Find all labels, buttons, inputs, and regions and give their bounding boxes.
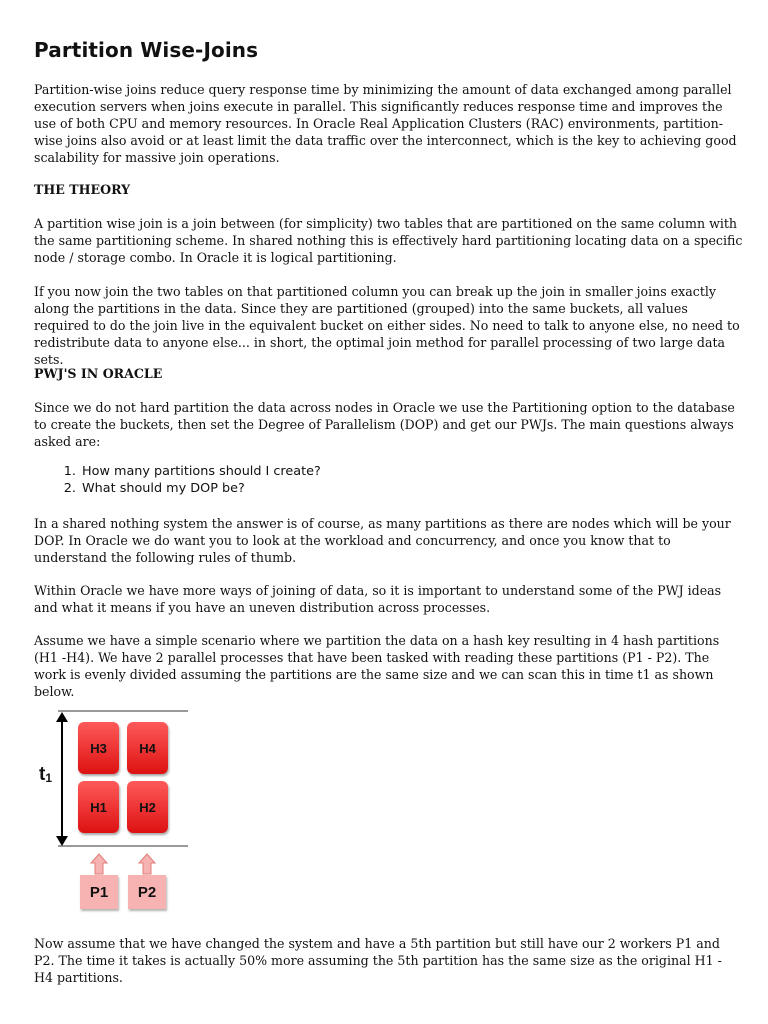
questions-list — [34, 464, 321, 497]
page-title: Partition Wise-Joins — [34, 38, 259, 62]
list-item: 1. How many partitions should I create? — [80, 464, 321, 481]
process-box-p2: P2 — [128, 875, 166, 909]
up-arrow-icon — [90, 853, 108, 875]
time-arrow-icon — [54, 712, 70, 846]
pwj-paragraph-3: Within Oracle we have more ways of joining of data, so it is important to understand some of the PWJ ideas and what it means if you have an uneven distribution across processes. — [34, 583, 722, 615]
section-heading-theory: THE THEORY — [34, 182, 131, 197]
partition-diagram — [30, 706, 190, 918]
time-label: $t_1$ — [39, 764, 53, 785]
top-divider — [58, 710, 188, 712]
pwj-paragraph-2: In a shared nothing system the answer is of course, as many partitions as there are nodes which will be your DOP. In Oracle we do want you to look at the workload and concurrency, and once you know that to understand the following rules of thumb. — [34, 516, 731, 565]
partition-box-h1: H1 — [78, 781, 119, 833]
theory-paragraph-2: If you now join the two tables on that partitioned column you can break up the join in smaller joins exactly along the partitions in the data. Since they are partitioned (grouped) into the same buckets, all values required to do the join live in the equivalent bucket on either sides. No need to talk to anyone else, no need to redistribute data to anyone else... in short, the optimal join method for parallel processing of two large data sets. — [34, 284, 740, 367]
intro-paragraph: Partition-wise joins reduce query response time by minimizing the amount of data exchanged among parallel execution servers when joins execute in parallel. This significantly reduces response time and improves the use of both CPU and memory resources. In Oracle Real Application Clusters (RAC) environments, partition-wise joins also avoid or at least limit the data traffic over the interconnect, which is the key to achieving good scalability for massive join operations. — [34, 82, 737, 165]
pwj-paragraph-1: Since we do not hard partition the data across nodes in Oracle we use the Partitioning option to the database to create the buckets, then set the Degree of Parallelism (DOP) and get our PWJs. The main questions always asked are: — [34, 400, 735, 449]
process-box-p1: P1 — [80, 875, 118, 909]
partition-box-h4: H4 — [127, 722, 168, 774]
partition-box-h3: H3 — [78, 722, 119, 774]
bottom-divider — [58, 845, 188, 847]
list-item: 2. What should my DOP be? — [80, 481, 321, 498]
theory-paragraph-1: A partition wise join is a join between (for simplicity) two tables that are partitioned on the same column with the same partitioning scheme. In shared nothing this is effectively hard partitioning locating data on a specific node / storage combo. In Oracle it is logical partitioning. — [34, 216, 743, 265]
up-arrow-icon — [138, 853, 156, 875]
pwj-paragraph-4: Assume we have a simple scenario where we partition the data on a hash key resulting in 4 hash partitions (H1 -H4). We have 2 parallel processes that have been tasked with reading these partitions (P1 - P2). The work is evenly divided assuming the partitions are the same size and we can scan this in time t1 as shown below. — [34, 633, 720, 699]
section-heading-pwj: PWJ'S IN ORACLE — [34, 366, 163, 381]
partition-box-h2: H2 — [127, 781, 168, 833]
pwj-paragraph-5: Now assume that we have changed the system and have a 5th partition but still have our 2 workers P1 and P2. The time it takes is actually 50% more assuming the 5th partition has the same size as the original H1 - H4 partitions. — [34, 936, 722, 985]
